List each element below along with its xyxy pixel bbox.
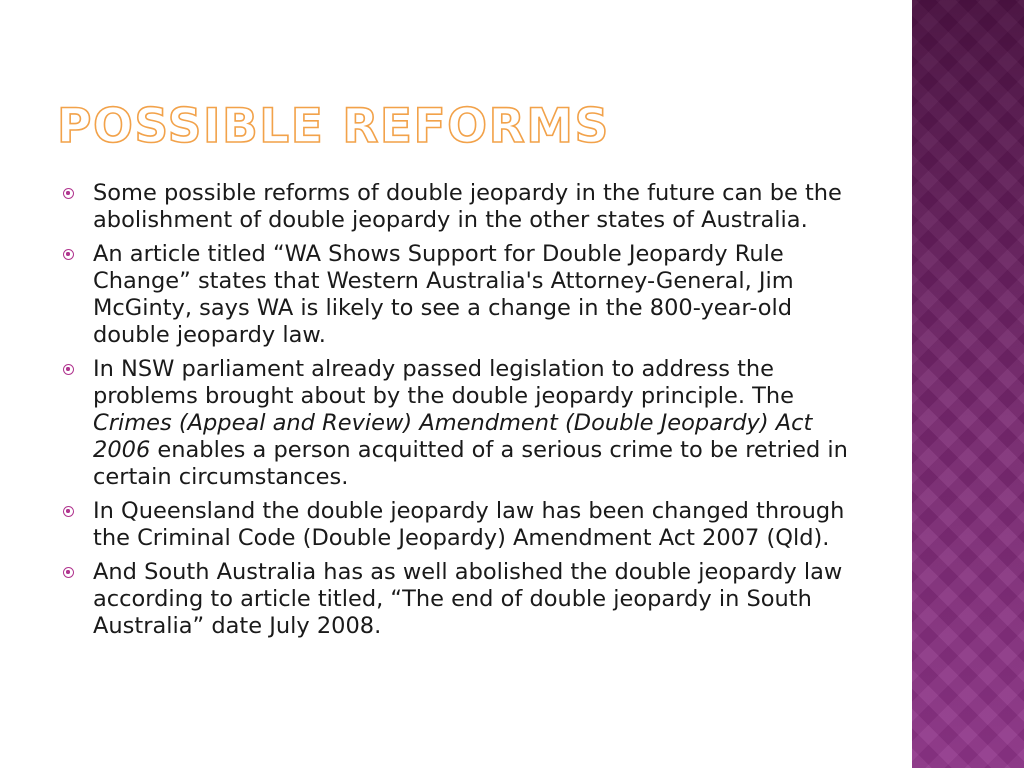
bullet-item [62, 356, 852, 491]
bullet-text-part: enables a person acquitted of a serious crime to be retried in certain circumstances. [93, 437, 848, 490]
bullet-list [62, 180, 852, 647]
circle-bullet-icon [63, 188, 74, 199]
bullet-item [62, 241, 852, 349]
bullet-text: An article titled “WA Shows Support for Double Jeopardy Rule Change” states that Western Australia's Attorney-General, Jim McGinty, says WA is likely to see a change in the 800-year-old double jeopardy law. [93, 241, 794, 348]
bullet-text [93, 356, 848, 490]
bullet-item [62, 559, 852, 640]
bullet-item [62, 498, 852, 552]
bullet-text: And South Australia has as well abolished the double jeopardy law according to article titled, “The end of double jeopardy in South Australia” date July 2008. [93, 559, 843, 639]
act-title-italic: Crimes (Appeal and Review) Amendment (Double Jeopardy) Act 2006 [93, 410, 813, 463]
slide-title: POSSIBLE REFORMS [57, 99, 610, 154]
bullet-text: Some possible reforms of double jeopardy in the future can be the abolishment of double jeopardy in the other states of Australia. [93, 180, 842, 233]
circle-bullet-icon [63, 249, 74, 260]
bullet-item [62, 180, 852, 234]
decorative-side-band [912, 0, 1024, 768]
circle-bullet-icon [63, 506, 74, 517]
circle-bullet-icon [63, 567, 74, 578]
circle-bullet-icon [63, 364, 74, 375]
bullet-text: In Queensland the double jeopardy law has been changed through the Criminal Code (Double Jeopardy) Amendment Act 2007 (Qld). [93, 498, 845, 551]
bullet-text-part: In NSW parliament already passed legislation to address the problems brought about by the double jeopardy principle. The [93, 356, 795, 409]
